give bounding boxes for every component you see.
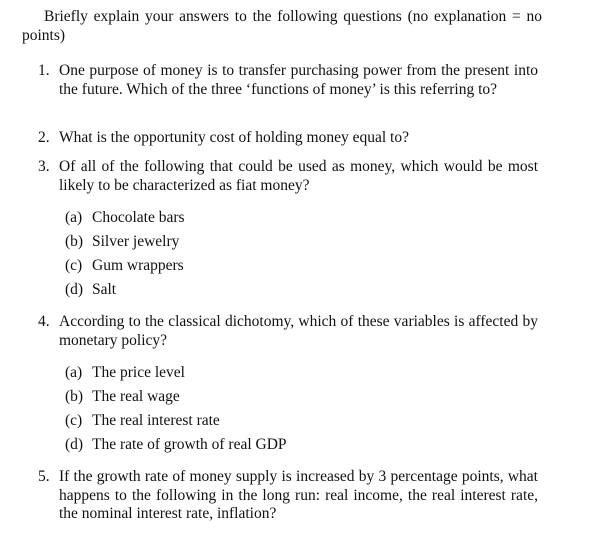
answer-option xyxy=(65,206,185,230)
option-letter: (d) xyxy=(65,281,84,298)
question-text: One purpose of money is to transfer purchasing power from the present into the future. Which of the three ‘functions of money’ is this referring to? xyxy=(59,62,538,98)
option-text: The real interest rate xyxy=(92,412,220,429)
question-3-options xyxy=(65,206,185,302)
answer-option xyxy=(65,433,287,457)
answer-option xyxy=(65,278,185,302)
option-text: Salt xyxy=(92,281,117,298)
option-text: The rate of growth of real GDP xyxy=(92,436,287,453)
question-number: 5. xyxy=(38,468,50,485)
question-3 xyxy=(38,158,538,195)
question-text: If the growth rate of money supply is increased by 3 percentage points, what happens to the following in the long run: real income, the real interest rate, the nominal interest rate, inflation? xyxy=(59,468,538,522)
option-letter: (d) xyxy=(65,436,84,453)
answer-option xyxy=(65,409,287,433)
option-text: The real wage xyxy=(92,388,180,405)
option-letter: (b) xyxy=(65,388,84,405)
question-text: What is the opportunity cost of holding money equal to? xyxy=(59,129,409,146)
answer-option xyxy=(65,361,287,385)
question-5 xyxy=(38,468,538,524)
option-letter: (a) xyxy=(65,364,83,381)
question-text: Of all of the following that could be used as money, which would be most likely to be characterized as fiat money? xyxy=(59,158,538,194)
option-letter: (a) xyxy=(65,209,83,226)
option-text: The price level xyxy=(92,364,185,381)
option-text: Silver jewelry xyxy=(92,233,180,250)
instructions: Briefly explain your answers to the following questions (no explanation = no points) xyxy=(22,8,542,44)
question-1 xyxy=(38,62,538,99)
question-number: 2. xyxy=(38,129,50,146)
option-letter: (b) xyxy=(65,233,84,250)
option-text: Chocolate bars xyxy=(92,209,185,226)
option-text: Gum wrappers xyxy=(92,257,184,274)
option-letter: (c) xyxy=(65,412,83,429)
question-text: According to the classical dichotomy, which of these variables is affected by monetary policy? xyxy=(59,313,538,349)
question-4-options xyxy=(65,361,287,457)
question-number: 4. xyxy=(38,313,50,330)
answer-option xyxy=(65,230,185,254)
question-number: 3. xyxy=(38,158,50,175)
question-4 xyxy=(38,313,538,350)
answer-option xyxy=(65,385,287,409)
question-2 xyxy=(38,129,538,148)
answer-option xyxy=(65,254,185,278)
question-number: 1. xyxy=(38,62,50,79)
option-letter: (c) xyxy=(65,257,83,274)
